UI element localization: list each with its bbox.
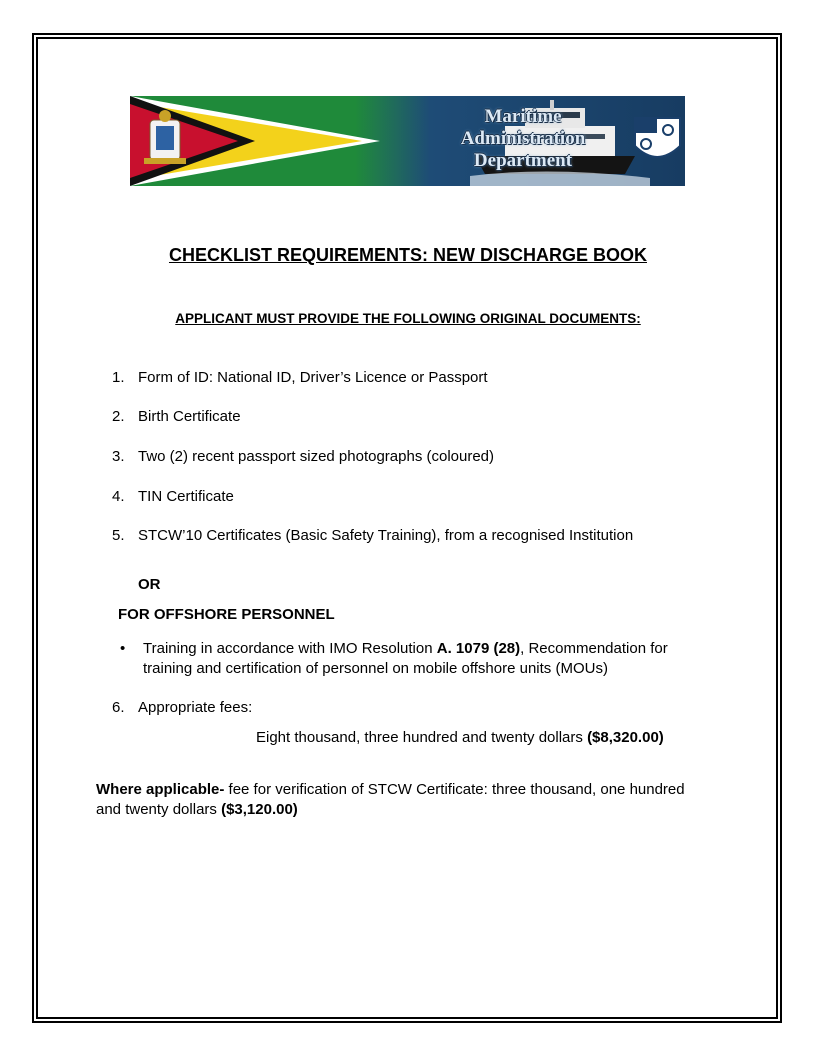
banner-title-line: Department — [473, 150, 573, 171]
where-applicable-label: Where applicable- — [96, 781, 225, 798]
item-number: 3. — [112, 448, 125, 465]
item-number: 5. — [112, 527, 125, 544]
item-text: TIN Certificate — [138, 488, 234, 505]
or-label: OR — [138, 576, 161, 593]
item-text: Appropriate fees: — [138, 699, 253, 716]
fees-line: Eight thousand, three hundred and twenty dollars ($8,320.00) — [256, 729, 664, 746]
item-text: STCW’10 Certificates (Basic Safety Training), from a recognised Institution — [138, 527, 634, 544]
bullet-text: Training in accordance with IMO Resolution A. 1079 (28), Recommendation for training and certification of personnel on mobile offshore units (MOUs) — [143, 640, 668, 677]
list-item — [112, 698, 252, 718]
page-title: CHECKLIST REQUIREMENTS: NEW DISCHARGE BOOK — [168, 245, 647, 265]
item-number: 2. — [112, 408, 125, 425]
header-banner — [130, 96, 685, 186]
banner-graphic — [130, 96, 685, 186]
banner-title-line: Maritime — [484, 106, 562, 127]
banner-title-line: Administration — [460, 128, 586, 149]
list-item — [112, 368, 488, 388]
banner-title — [452, 106, 594, 172]
resolution-number: A. 1079 (28) — [436, 640, 521, 657]
list-item — [112, 447, 494, 467]
item-number: 6. — [112, 699, 125, 716]
maritime-shield-icon — [635, 118, 680, 157]
item-text: Birth Certificate — [138, 408, 241, 425]
item-text: Two (2) recent passport sized photographs (coloured) — [138, 448, 495, 465]
offshore-heading: FOR OFFSHORE PERSONNEL — [118, 606, 335, 623]
item-number: 4. — [112, 488, 125, 505]
where-applicable-note: Where applicable- fee for verification of STCW Certificate: three thousand, one hundred and twenty dollars ($3,120.00) — [96, 781, 685, 818]
list-item — [112, 487, 234, 507]
list-item — [112, 407, 241, 427]
section-subtitle: APPLICANT MUST PROVIDE THE FOLLOWING ORIGINAL DOCUMENTS: — [175, 311, 641, 326]
fee-amount: ($8,320.00) — [587, 729, 664, 746]
bullet-icon: • — [120, 640, 126, 657]
verification-fee-amount: ($3,120.00) — [221, 801, 298, 818]
item-text: Form of ID: National ID, Driver’s Licence or Passport — [138, 369, 488, 386]
list-item — [112, 526, 633, 546]
item-number: 1. — [112, 369, 125, 386]
